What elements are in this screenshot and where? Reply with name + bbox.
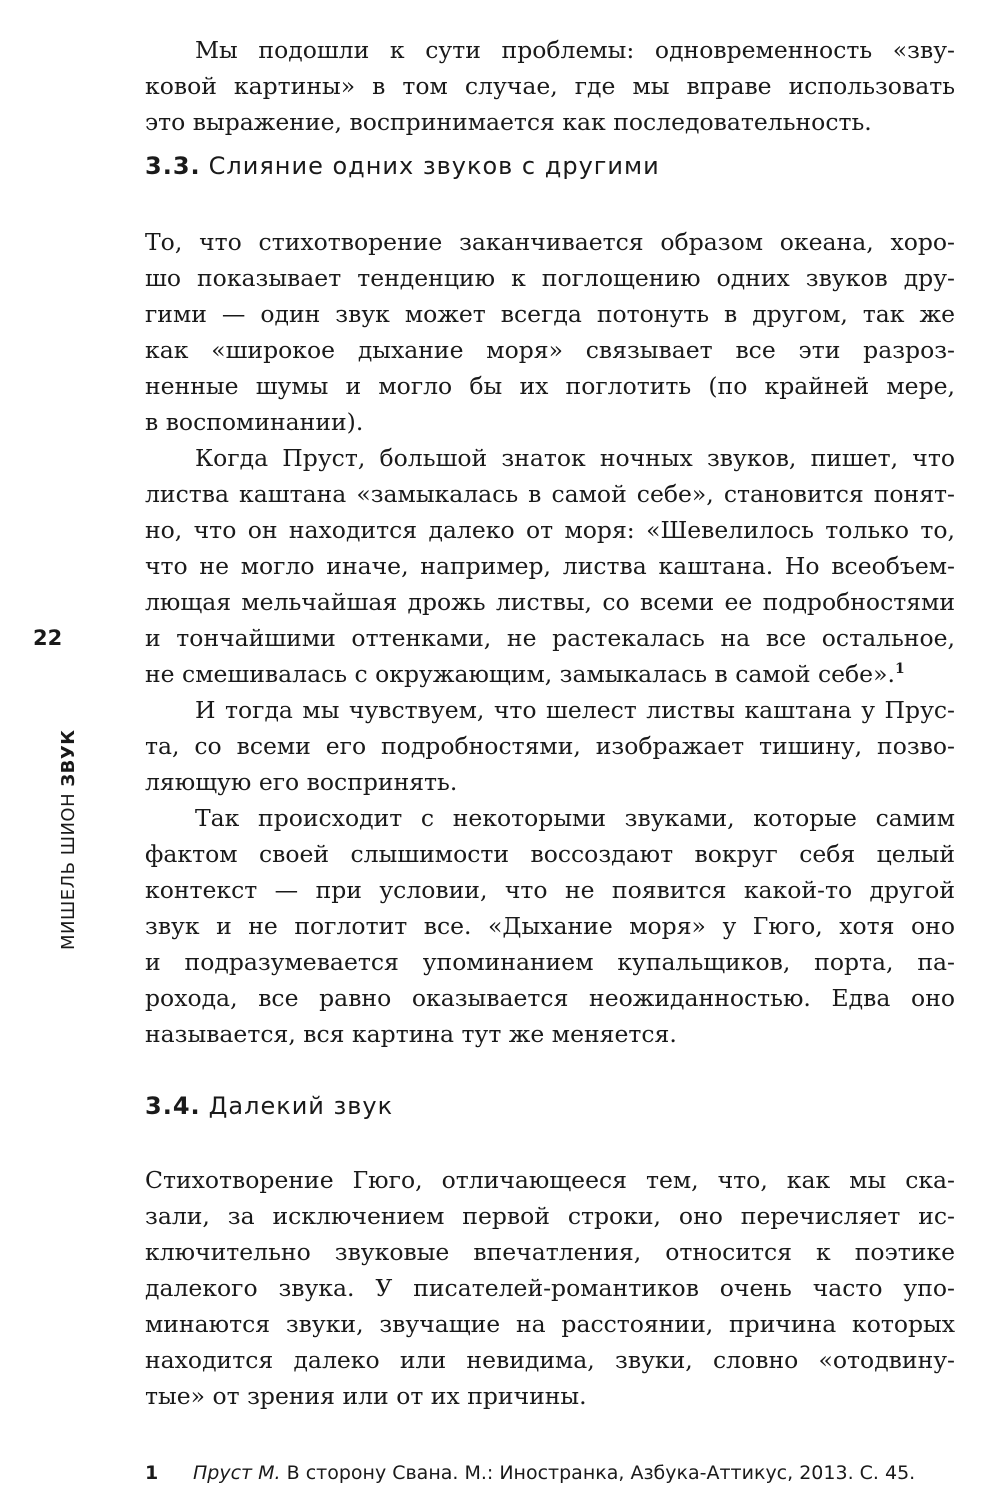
text-line (145, 512, 955, 548)
paragraph (145, 692, 955, 800)
text-line (145, 980, 955, 1016)
footnote-author: Пруст М. (193, 1462, 281, 1484)
line-text: Мы подошли к сути проблемы: одновременность «зву- (195, 36, 955, 64)
line-text: ненные шумы и могло бы их поглотить (по крайней мере, (145, 372, 955, 400)
text-line (145, 836, 955, 872)
paragraph (145, 1162, 955, 1414)
text-line (145, 1016, 955, 1052)
paragraph (145, 440, 955, 692)
line-text: И тогда мы чувствуем, что шелест листвы каштана у Прус- (195, 696, 955, 724)
line-text: То, что стихотворение заканчивается образом океана, хоро- (145, 228, 955, 256)
text-line (145, 908, 955, 944)
line-text: и подразумевается упоминанием купальщиков, порта, па- (145, 948, 955, 976)
line-text: в воспоминании). (145, 408, 364, 436)
paragraph (145, 800, 955, 1052)
text-line (145, 1270, 955, 1306)
line-text: ковой картины» в том случае, где мы вправе использовать (145, 72, 955, 100)
section-number: 3.4. (145, 1092, 201, 1120)
line-text: находится далеко или невидима, звуки, словно «отодвину- (145, 1346, 955, 1374)
line-text: не смешивалась с окружающим, замыкалась в самой себе». (145, 660, 895, 688)
paragraph (145, 32, 955, 140)
section-number: 3.3. (145, 152, 201, 180)
line-text: Стихотворение Гюго, отличающееся тем, что, как мы ска- (145, 1166, 955, 1194)
text-line (145, 224, 955, 260)
section-title: Слияние одних звуков с другими (208, 152, 660, 180)
footnote (145, 1462, 915, 1484)
text-line (145, 764, 955, 800)
text-line (145, 692, 955, 728)
running-head (58, 730, 79, 950)
line-text: это выражение, воспринимается как последовательность. (145, 108, 872, 136)
footnote-text: В сторону Свана. М.: Иностранка, Азбука-Аттикус, 2013. С. 45. (280, 1462, 916, 1484)
text-line (145, 1198, 955, 1234)
line-text: гими — один звук может всегда потонуть в другом, так же (145, 300, 955, 328)
text-line (145, 260, 955, 296)
footnote-number: 1 (145, 1462, 159, 1484)
line-text: зали, за исключением первой строки, оно перечисляет ис- (145, 1202, 955, 1230)
line-text: называется, вся картина тут же меняется. (145, 1020, 677, 1048)
section-heading-3-3 (145, 152, 660, 180)
line-text: ключительно звуковые впечатления, относится к поэтике (145, 1238, 955, 1266)
text-line (145, 728, 955, 764)
paragraph (145, 224, 955, 440)
text-line (145, 404, 955, 440)
text-line (145, 368, 955, 404)
line-text: далекого звука. У писателей-романтиков очень часто упо- (145, 1274, 955, 1302)
text-line (145, 584, 955, 620)
text-line (145, 944, 955, 980)
page-number: 22 (33, 626, 63, 650)
section-title: Далекий звук (208, 1092, 394, 1120)
text-line (145, 332, 955, 368)
line-text: что не могло иначе, например, листва каштана. Но всеобъем- (145, 552, 955, 580)
line-text: как «широкое дыхание моря» связывает все эти разроз- (145, 336, 955, 364)
line-text: листва каштана «замыкалась в самой себе», становится понят- (145, 480, 955, 508)
running-head-author: МИШЕЛЬ ШИОН (58, 792, 79, 950)
line-text: контекст — при условии, что не появится какой-то другой (145, 876, 955, 904)
text-line (145, 440, 955, 476)
text-line (145, 656, 955, 692)
text-line (145, 32, 955, 68)
line-text: звук и не поглотит все. «Дыхание моря» у Гюго, хотя оно (145, 912, 955, 940)
line-text: шо показывает тенденцию к поглощению одних звуков дру- (145, 264, 955, 292)
line-text: Так происходит с некоторыми звуками, которые самим (195, 804, 955, 832)
line-text: рохода, все равно оказывается неожиданностью. Едва оно (145, 984, 955, 1012)
line-text: и тончайшими оттенками, не растекалась на все остальное, (145, 624, 955, 652)
text-line (145, 296, 955, 332)
line-text: лющая мельчайшая дрожь листвы, со всеми ее подробностями (145, 588, 955, 616)
text-line (145, 548, 955, 584)
running-head-title: ЗВУК (58, 729, 79, 787)
text-line (145, 1234, 955, 1270)
line-text: но, что он находится далеко от моря: «Шевелилось только то, (145, 516, 955, 544)
text-line (145, 1378, 955, 1414)
line-text: тые» от зрения или от их причины. (145, 1382, 587, 1410)
section-heading-3-4 (145, 1092, 393, 1120)
text-line (145, 104, 955, 140)
text-line (145, 476, 955, 512)
line-text: фактом своей слышимости воссоздают вокруг себя целый (145, 840, 955, 868)
line-text: Когда Пруст, большой знаток ночных звуков, пишет, что (195, 444, 955, 472)
text-line (145, 1306, 955, 1342)
text-line (145, 68, 955, 104)
footnote-mark[interactable]: 1 (894, 661, 905, 678)
text-line (145, 1162, 955, 1198)
text-line (145, 800, 955, 836)
text-line (145, 1342, 955, 1378)
line-text: минаются звуки, звучащие на расстоянии, причина которых (145, 1310, 955, 1338)
text-line (145, 620, 955, 656)
text-line (145, 872, 955, 908)
line-text: та, со всеми его подробностями, изображает тишину, позво- (145, 732, 955, 760)
line-text: ляющую его воспринять. (145, 768, 458, 796)
